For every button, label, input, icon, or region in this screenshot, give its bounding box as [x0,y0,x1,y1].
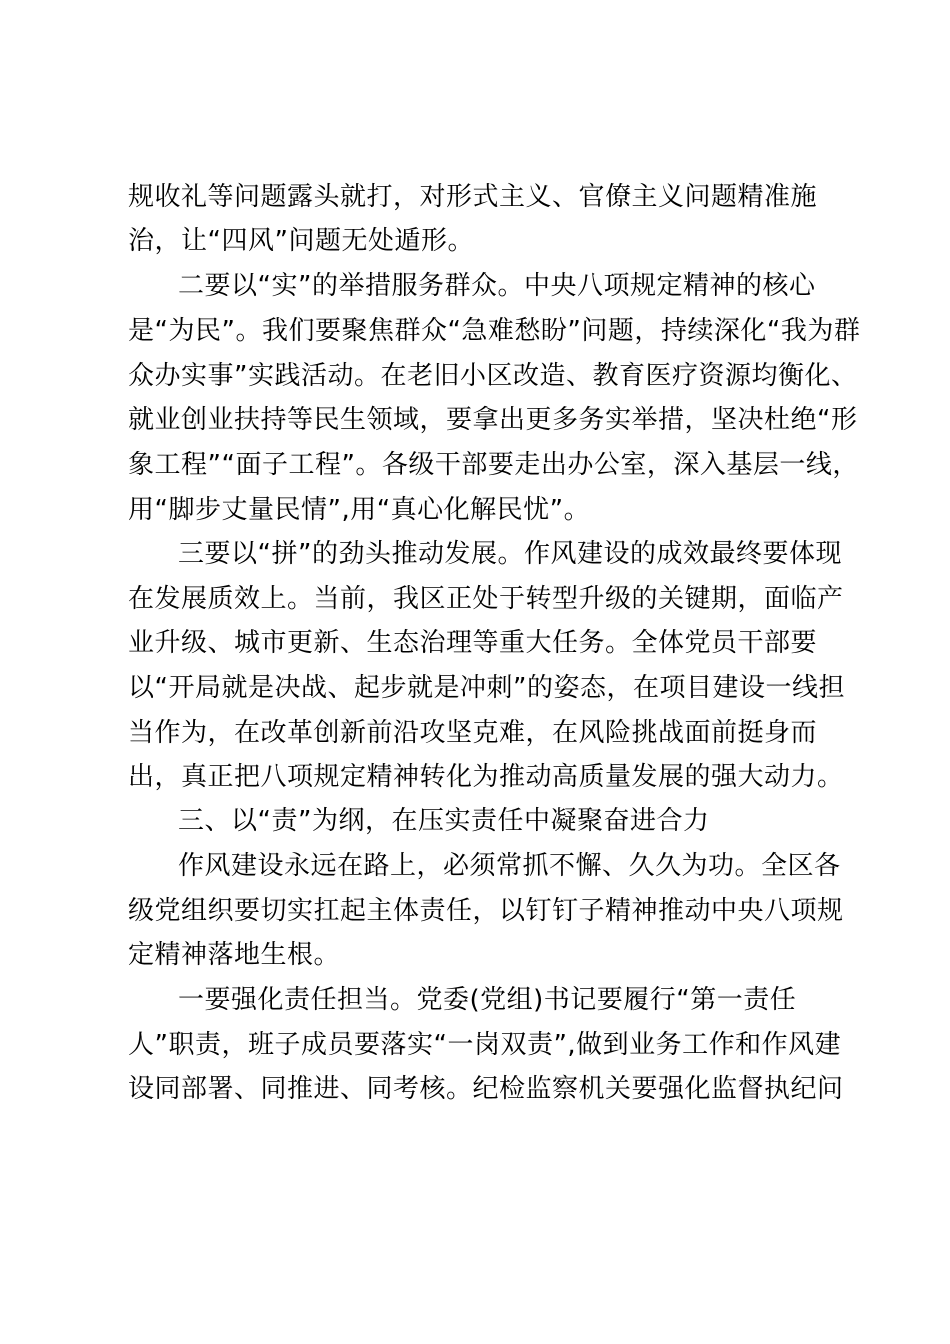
text-line: 象工程”“面子工程”。各级干部要走出办公室，深入基层一线， [128,450,859,480]
text-line: 业升级、城市更新、生态治理等重大任务。全体党员干部要 [128,628,818,658]
text-line: 治，让“四风”问题无处遁形。 [128,226,474,256]
text-line: 规收礼等问题露头就打，对形式主义、官僚主义问题精准施 [128,182,818,212]
text-line: 用“脚步丈量民情”,用“真心化解民忧”。 [128,495,591,525]
text-line: 出，真正把八项规定精神转化为推动高质量发展的强大动力。 [128,762,844,792]
text-line: 级党组织要切实扛起主体责任，以钉钉子精神推动中央八项规 [128,896,844,926]
text-line: 以“开局就是决战、起步就是冲刺”的姿态，在项目建设一线担 [128,673,845,703]
text-line: 是“为民”。我们要聚焦群众“急难愁盼”问题，持续深化“我为群 [128,316,861,346]
section-heading: 三、以“责”为纲，在压实责任中凝聚奋进合力 [178,806,710,836]
text-line: 设同部署、同推进、同考核。纪检监察机关要强化监督执纪问 [128,1074,844,1104]
paragraph-start-line: 二要以“实”的举措服务群众。中央八项规定精神的核心 [178,271,816,301]
text-line: 就业创业扶持等民生领域，要拿出更多务实举措，坚决杜绝“形 [128,405,858,435]
text-line: 在发展质效上。当前，我区正处于转型升级的关键期，面临产 [128,584,844,614]
text-line: 人”职责，班子成员要落实“一岗双责”,做到业务工作和作风建 [128,1030,842,1060]
text-line: 定精神落地生根。 [128,940,341,970]
paragraph-start-line: 作风建设永远在路上，必须常抓不懈、久久为功。全区各 [178,851,841,881]
paragraph-start-line: 一要强化责任担当。党委(党组)书记要履行“第一责任 [178,985,797,1015]
paragraph-start-line: 三要以“拼”的劲头推动发展。作风建设的成效最终要体现 [178,539,842,569]
text-line: 众办实事”实践活动。在老旧小区改造、教育医疗资源均衡化、 [128,361,858,391]
text-line: 当作为，在改革创新前沿攻坚克难，在风险挑战面前挺身而 [128,718,818,748]
